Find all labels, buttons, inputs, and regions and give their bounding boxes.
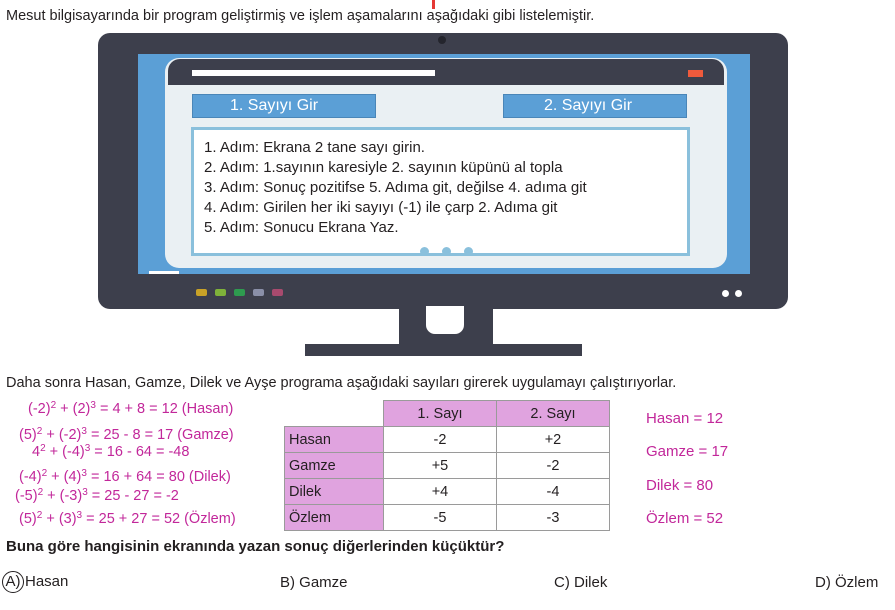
status-led-icon <box>215 289 226 296</box>
row-name: Özlem <box>285 505 384 531</box>
numbers-table <box>284 400 610 531</box>
table-corner <box>285 401 384 427</box>
monitor-neck-cutout <box>426 306 464 334</box>
status-led-icon <box>196 289 207 296</box>
option-a[interactable] <box>2 571 68 593</box>
second-number-cell: -4 <box>497 479 610 505</box>
option-a-text: Hasan <box>25 573 69 590</box>
calculation-ozlem: $(5)^2 + (3)^3 = 25 + 27 = 52$ (Özlem) <box>19 510 236 527</box>
result-hasan: Hasan = 12 <box>646 410 724 427</box>
calculation-dilek-first: $4^2 + (-4)^3 = 16 - 64 = -48$ <box>32 443 190 460</box>
second-number-cell: -3 <box>497 505 610 531</box>
first-number-cell: -5 <box>384 505 497 531</box>
webcam-icon <box>438 36 446 44</box>
first-number-cell: +4 <box>384 479 497 505</box>
second-number-cell: +2 <box>497 427 610 453</box>
calculation-gamze: $(5)^2 + (-2)^3 = 25 - 8 = 17$ (Gamze) <box>19 426 234 443</box>
table-row <box>285 427 610 453</box>
option-b[interactable]: B) Gamze <box>280 574 348 591</box>
step-5: 5. Adım: Sonucu Ekrana Yaz. <box>204 219 399 236</box>
column-header: 1. Sayı <box>384 401 497 427</box>
steps-panel <box>191 127 690 256</box>
scenario-text: Daha sonra Hasan, Gamze, Dilek ve Ayşe programa aşağıdaki sayıları girerek uygulamayı çalıştırıyorlar. <box>6 375 677 391</box>
row-name: Dilek <box>285 479 384 505</box>
loading-dot-icon <box>464 247 473 256</box>
intro-text: Mesut bilgisayarında bir program geliştirmiş ve işlem aşamalarını aşağıdaki gibi listelemiştir. <box>6 8 595 24</box>
option-c[interactable]: C) Dilek <box>554 574 608 591</box>
table-row <box>285 505 610 531</box>
status-led-icon <box>234 289 245 296</box>
result-ozlem: Özlem = 52 <box>646 510 724 527</box>
question-text: Buna göre hangisinin ekranında yazan sonuç diğerlerinden küçüktür? <box>6 538 505 555</box>
option-a-letter: A) <box>2 571 24 593</box>
loading-dot-icon <box>420 247 429 256</box>
monitor-base <box>305 344 582 356</box>
table-header-row <box>285 401 610 427</box>
column-header: 2. Sayı <box>497 401 610 427</box>
row-name: Gamze <box>285 453 384 479</box>
table-row <box>285 453 610 479</box>
calculation-hasan: $(-2)^2 + (2)^3 = 4 + 8 = 12$ (Hasan) <box>28 400 234 417</box>
first-number-input: 1. Sayıyı Gir <box>192 94 376 118</box>
step-4: 4. Adım: Girilen her iki sayıyı (-1) ile çarp 2. Adıma git <box>204 199 558 216</box>
second-number-input: 2. Sayıyı Gir <box>503 94 687 118</box>
result-dilek: Dilek = 80 <box>646 477 714 494</box>
calculation-ozlem-first: $(-5)^2 + (-3)^3 = 25 - 27 = -2$ <box>15 487 179 504</box>
step-2: 2. Adım: 1.sayının karesiyle 2. sayının küpünü al topla <box>204 159 563 176</box>
power-dot-icon <box>722 290 729 297</box>
close-icon <box>688 70 703 77</box>
loading-dot-icon <box>442 247 451 256</box>
table-row <box>285 479 610 505</box>
second-number-cell: -2 <box>497 453 610 479</box>
status-led-icon <box>253 289 264 296</box>
bezel-line <box>149 271 179 274</box>
step-1: 1. Adım: Ekrana 2 tane sayı girin. <box>204 139 425 156</box>
option-d[interactable]: D) Özlem <box>815 574 879 591</box>
first-number-cell: -2 <box>384 427 497 453</box>
step-3: 3. Adım: Sonuç pozitifse 5. Adıma git, değilse 4. adıma git <box>204 179 587 196</box>
calculation-dilek: $(-4)^2 + (4)^3 = 16 + 64 = 80$ (Dilek) <box>19 468 231 485</box>
first-number-cell: +5 <box>384 453 497 479</box>
status-led-icon <box>272 289 283 296</box>
row-name: Hasan <box>285 427 384 453</box>
window-title-line <box>192 70 435 76</box>
result-gamze: Gamze = 17 <box>646 443 729 460</box>
power-dot-icon <box>735 290 742 297</box>
